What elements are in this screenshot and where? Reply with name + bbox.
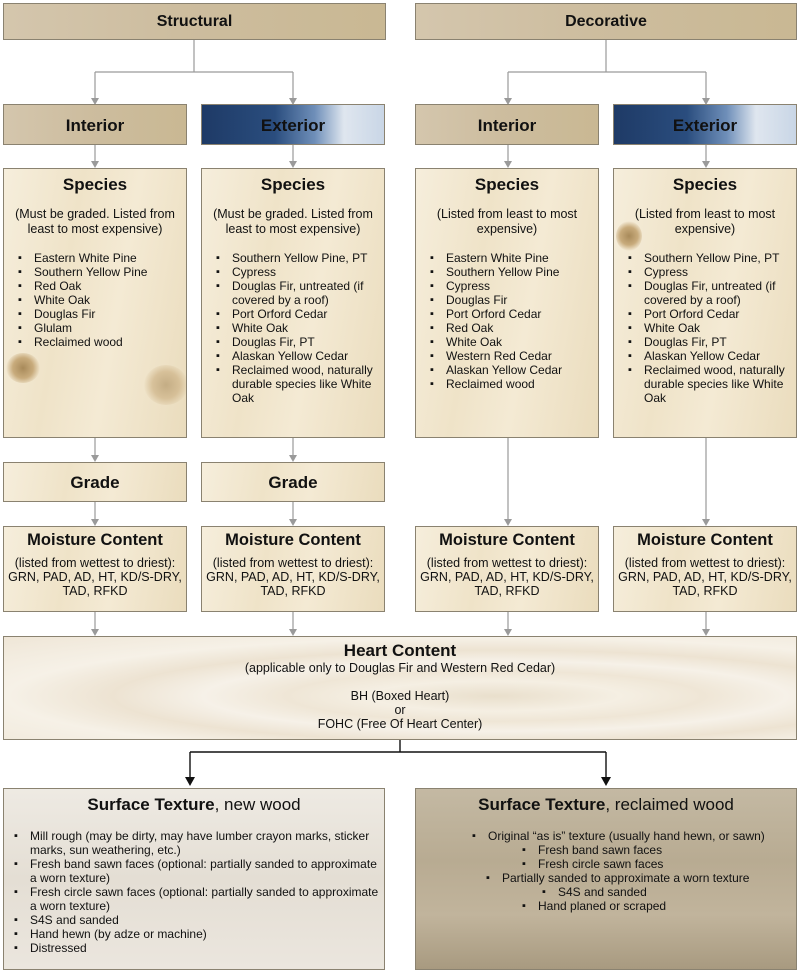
species-struct-interior: [3, 168, 187, 438]
list-item: ▪ Southern Yellow Pine: [18, 265, 186, 279]
structural-title: Structural: [156, 13, 233, 30]
species-list: [202, 251, 384, 405]
grade-title: Grade: [70, 473, 120, 492]
heart-or: or: [394, 703, 406, 717]
moisture-deco-exterior: [613, 526, 797, 612]
decorative-box: [415, 3, 797, 40]
list-item: ▪ Fresh circle sawn faces (optional: partially sanded to approximate a worn texture): [14, 885, 384, 913]
list-item: ▪ Hand hewn (by adze or machine): [14, 927, 384, 941]
species-deco-exterior: [613, 168, 797, 438]
moisture-struct-interior: [3, 526, 187, 612]
struct-interior-box: [3, 104, 187, 145]
list-item: ▪ Eastern White Pine: [18, 251, 186, 265]
moisture-text: (listed from wettest to driest): GRN, PAD, AD, HT, KD/S-DRY, TAD, RFKD: [420, 556, 594, 598]
list-item: ▪ Alaskan Yellow Cedar: [216, 349, 384, 363]
list-item: ▪ Southern Yellow Pine, PT: [216, 251, 384, 265]
species-struct-exterior: [201, 168, 385, 438]
list-item: ▪ Alaskan Yellow Cedar: [628, 349, 796, 363]
moisture-title: Moisture Content: [27, 531, 163, 549]
wood-knot-decoration: [616, 221, 642, 251]
structural-box: [3, 3, 386, 40]
surface-new-title: [4, 795, 384, 815]
list-item: ▪ Cypress: [216, 265, 384, 279]
heart-content-box: [3, 636, 797, 740]
struct-exterior-box: [201, 104, 385, 145]
species-note: (Listed from least to most expensive): [634, 207, 776, 236]
list-item: ▪ Western Red Cedar: [430, 349, 598, 363]
list-item: ▪ Port Orford Cedar: [628, 307, 796, 321]
list-item: ▪ S4S and sanded: [542, 885, 796, 899]
struct-exterior-title: Exterior: [260, 116, 326, 135]
wood-knot-decoration: [6, 353, 40, 383]
surface-new-list: [4, 829, 384, 955]
surface-reclaimed-list: [416, 829, 796, 913]
list-item: ▪ Douglas Fir, untreated (if covered by a roof): [216, 279, 384, 307]
moisture-text: (listed from wettest to driest): GRN, PAD, AD, HT, KD/S-DRY, TAD, RFKD: [8, 556, 182, 598]
list-item: ▪ Hand planed or scraped: [522, 899, 796, 913]
list-item: ▪ Douglas Fir, PT: [216, 335, 384, 349]
deco-interior-box: [415, 104, 599, 145]
list-item: ▪ Distressed: [14, 941, 384, 955]
list-item: ▪ Fresh band sawn faces (optional: partially sanded to approximate a worn texture): [14, 857, 384, 885]
list-item: ▪ Reclaimed wood, naturally durable species like White Oak: [628, 363, 796, 405]
list-item: ▪ White Oak: [430, 335, 598, 349]
wood-knot-decoration: [144, 365, 187, 405]
decorative-title: Decorative: [565, 13, 647, 30]
species-deco-interior: [415, 168, 599, 438]
species-list: [614, 251, 796, 405]
list-item: ▪ Glulam: [18, 321, 186, 335]
list-item: ▪ Port Orford Cedar: [216, 307, 384, 321]
list-item: ▪ Reclaimed wood, naturally durable species like White Oak: [216, 363, 384, 405]
list-item: ▪ White Oak: [18, 293, 186, 307]
deco-exterior-title: Exterior: [672, 116, 738, 135]
species-title: Species: [474, 175, 540, 194]
list-item: ▪ Southern Yellow Pine: [430, 265, 598, 279]
species-note: (Listed from least to most expensive): [436, 207, 578, 236]
surface-new-title-bold: Surface Texture: [87, 795, 215, 814]
moisture-title: Moisture Content: [439, 531, 575, 549]
surface-reclaimed-title-rest: , reclaimed wood: [605, 795, 734, 814]
species-note: (Must be graded. Listed from least to most expensive): [15, 207, 175, 236]
list-item: ▪ Douglas Fir: [18, 307, 186, 321]
list-item: ▪ Douglas Fir: [430, 293, 598, 307]
species-list: [416, 251, 598, 391]
moisture-title: Moisture Content: [637, 531, 773, 549]
list-item: ▪ Fresh circle sawn faces: [522, 857, 796, 871]
surface-new-title-rest: , new wood: [214, 795, 301, 814]
list-item: ▪ Fresh band sawn faces: [522, 843, 796, 857]
list-item: ▪ Original “as is” texture (usually hand hewn, or sawn): [472, 829, 796, 843]
list-item: ▪ Reclaimed wood: [18, 335, 186, 349]
list-item: ▪ Red Oak: [430, 321, 598, 335]
list-item: ▪ S4S and sanded: [14, 913, 384, 927]
surface-texture-new-box: [3, 788, 385, 970]
list-item: ▪ White Oak: [628, 321, 796, 335]
moisture-struct-exterior: [201, 526, 385, 612]
list-item: ▪ Red Oak: [18, 279, 186, 293]
list-item: ▪ Alaskan Yellow Cedar: [430, 363, 598, 377]
deco-interior-title: Interior: [477, 116, 537, 135]
list-item: ▪ Southern Yellow Pine, PT: [628, 251, 796, 265]
grade-struct-exterior: [201, 462, 385, 502]
moisture-text: (listed from wettest to driest): GRN, PAD, AD, HT, KD/S-DRY, TAD, RFKD: [618, 556, 792, 598]
surface-texture-reclaimed-box: [415, 788, 797, 970]
list-item: ▪ Douglas Fir, untreated (if covered by a roof): [628, 279, 796, 307]
struct-interior-title: Interior: [65, 116, 125, 135]
heart-content-subtitle: (applicable only to Douglas Fir and Western Red Cedar): [244, 661, 556, 675]
list-item: ▪ Port Orford Cedar: [430, 307, 598, 321]
moisture-title: Moisture Content: [225, 531, 361, 549]
species-title: Species: [260, 175, 326, 194]
heart-option-bh: BH (Boxed Heart): [350, 689, 450, 703]
species-note: (Must be graded. Listed from least to most expensive): [213, 207, 373, 236]
list-item: ▪ Mill rough (may be dirty, may have lumber crayon marks, sticker marks, sun weathering, etc.): [14, 829, 384, 857]
deco-exterior-box: [613, 104, 797, 145]
moisture-text: (listed from wettest to driest): GRN, PAD, AD, HT, KD/S-DRY, TAD, RFKD: [206, 556, 380, 598]
list-item: ▪ Douglas Fir, PT: [628, 335, 796, 349]
grade-title: Grade: [268, 473, 318, 492]
list-item: ▪ Reclaimed wood: [430, 377, 598, 391]
surface-reclaimed-title-bold: Surface Texture: [478, 795, 606, 814]
surface-reclaimed-title: [416, 795, 796, 815]
list-item: ▪ White Oak: [216, 321, 384, 335]
species-title: Species: [672, 175, 738, 194]
species-list: [4, 251, 186, 349]
heart-content-title: Heart Content: [343, 641, 457, 660]
list-item: ▪ Cypress: [430, 279, 598, 293]
moisture-deco-interior: [415, 526, 599, 612]
list-item: ▪ Partially sanded to approximate a worn texture: [486, 871, 796, 885]
list-item: ▪ Cypress: [628, 265, 796, 279]
list-item: ▪ Eastern White Pine: [430, 251, 598, 265]
grade-struct-interior: [3, 462, 187, 502]
species-title: Species: [62, 175, 128, 194]
heart-option-fohc: FOHC (Free Of Heart Center): [317, 717, 483, 731]
